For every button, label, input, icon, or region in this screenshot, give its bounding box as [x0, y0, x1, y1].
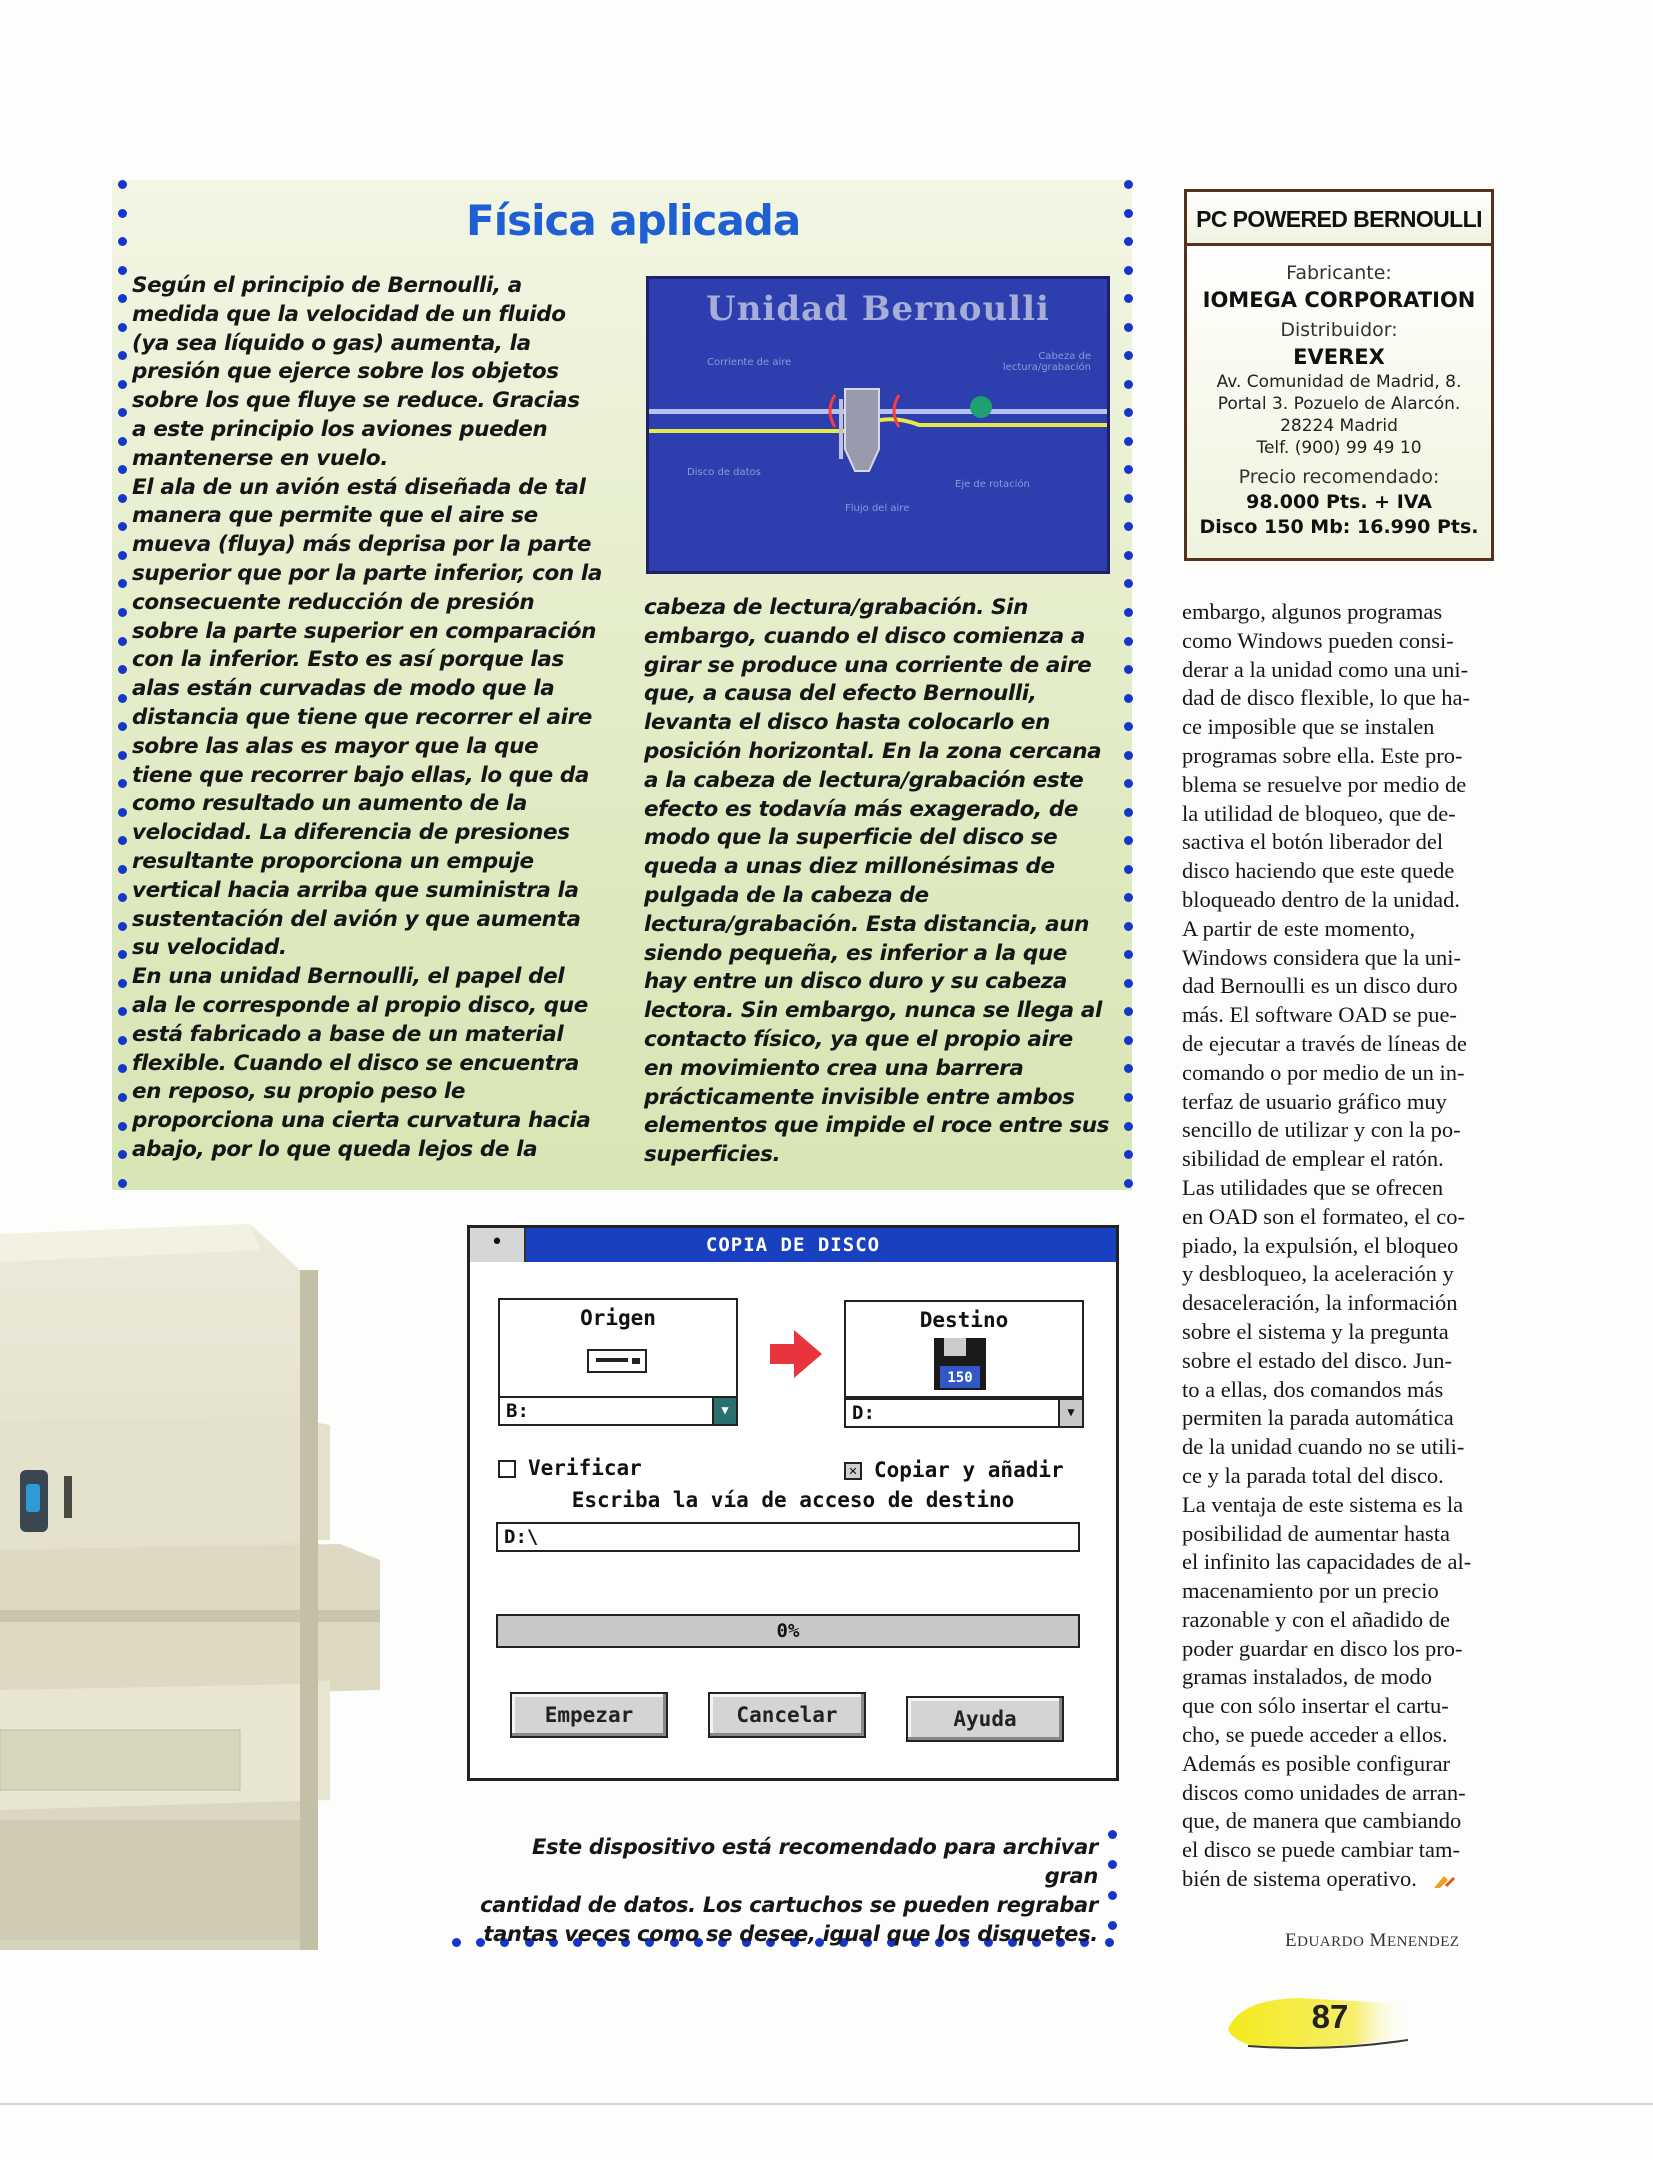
border-dot	[1105, 1938, 1114, 1947]
border-dot	[118, 380, 127, 389]
border-dot	[1124, 665, 1133, 674]
border-dot	[118, 694, 127, 703]
border-dot	[118, 893, 127, 902]
manufacturer-label: Fabricante:	[1286, 262, 1392, 284]
border-dot	[1124, 323, 1133, 332]
border-dot	[1124, 1150, 1133, 1159]
price-label: Precio recomendado:	[1238, 466, 1440, 488]
border-dot	[118, 408, 127, 417]
border-dot	[118, 579, 127, 588]
page-number: 87	[1311, 1998, 1349, 2035]
origin-drive-value: B:	[506, 1400, 529, 1422]
diagram-label: Eje de rotación	[955, 479, 1030, 490]
byline-text: DUARDO	[1297, 1934, 1365, 1950]
dotted-border-left	[118, 180, 128, 1188]
dialog-title-bar: COPIA DE DISCO	[470, 1228, 1116, 1262]
border-dot	[118, 180, 127, 189]
diagram-label: Flujo del aire	[845, 503, 910, 514]
manufacturer-name: IOMEGA CORPORATION	[1202, 288, 1476, 312]
border-dot	[118, 779, 127, 788]
address-line: Av. Comunidad de Madrid, 8.	[1216, 372, 1462, 392]
border-dot	[1124, 950, 1133, 959]
border-dot	[1124, 922, 1133, 931]
border-dot	[118, 1036, 127, 1045]
border-dot	[1124, 751, 1133, 760]
border-dot	[118, 1179, 127, 1188]
border-dot	[118, 351, 127, 360]
border-dot	[1124, 408, 1133, 417]
drive-icon	[586, 1342, 650, 1378]
border-dot	[118, 209, 127, 218]
border-dot	[1124, 1064, 1133, 1073]
border-dot	[1124, 979, 1133, 988]
copy-add-label: Copiar y añadir	[874, 1458, 1064, 1482]
border-dot	[1124, 351, 1133, 360]
border-dot	[118, 950, 127, 959]
border-dot	[118, 323, 127, 332]
border-dot	[1124, 579, 1133, 588]
progress-bar	[496, 1614, 1080, 1648]
border-dot	[118, 922, 127, 931]
border-dot	[118, 722, 127, 731]
border-dot	[1124, 808, 1133, 817]
copy-disk-dialog	[467, 1225, 1119, 1781]
border-dot	[1108, 1891, 1117, 1900]
article-column: embargo, algunos programas como Windows pueden consi- derar a la unidad como una uni- dad de disco flexible, lo que ha- ce imposible que se instalen programas sobre ella. Este pro- blema se resuelve por medio de la utilidad de bloqueo, que de- sactiva el botón liberador del disco haciendo que este quede bloqueado dentro de la unidad. A partir de este momento, Windows considera que la uni- dad Bernoulli es un disco duro más. El software OAD se pue- de ejecutar a través de líneas de comando o por medio de un in- terfaz de usuario gráfico muy sencillo de utilizar y con la po- sibilidad de emplear el ratón. Las utilidades que se ofrecen en OAD son el formateo, el co- piado, la expulsión, el bloqueo y desbloqueo, la aceleración y desaceleración, la información sobre el sistema y la pregunta sobre el estado del disco. Jun- to a ellas, dos comandos más permiten la parada automática de la unidad cuando no se utili- ce y la parada total del disco. La ventaja de este sistema es la posibilidad de aumentar hasta el infinito las capacidades de al- macenamiento por un precio razonable y con el añadido de poder guardar en disco los pro- gramas instalados, de modo que con sólo insertar el cartu- cho, se puede acceder a ellos. Además es posible configurar discos como unidades de arran- que, de manera que cambiando el disco se puede cambiar tam- bién de sistema operativo.	[1182, 599, 1472, 1892]
sidebar-title: Física aplicada	[466, 196, 801, 245]
disk-capacity-badge: 150	[947, 1370, 973, 1386]
border-dot	[118, 1122, 127, 1131]
byline-initial: M	[1369, 1930, 1387, 1951]
border-dot	[118, 522, 127, 531]
border-dot	[1124, 865, 1133, 874]
border-dot	[118, 836, 127, 845]
diagram-title: Unidad Bernoulli	[706, 289, 1050, 329]
border-dot	[118, 437, 127, 446]
price-disk: Disco 150 Mb: 16.990 Pts.	[1199, 516, 1479, 538]
price-main: 98.000 Pts. + IVA	[1246, 491, 1432, 513]
product-info-box	[1184, 189, 1494, 561]
system-menu-button[interactable]: •	[470, 1228, 526, 1262]
byline-text: ENENDEZ	[1386, 1934, 1460, 1950]
border-dot	[118, 751, 127, 760]
border-dot	[1124, 1122, 1133, 1131]
border-dot	[118, 979, 127, 988]
chevron-down-icon[interactable]: ▼	[712, 1398, 736, 1424]
border-dot	[1108, 1860, 1117, 1869]
distributor-label: Distribuidor:	[1280, 319, 1398, 341]
bernoulli-drive-photo	[0, 1210, 470, 1950]
address-line: Portal 3. Pozuelo de Alarcón.	[1217, 394, 1461, 414]
diagram-label: Disco de datos	[687, 467, 761, 478]
destination-path-input[interactable]: D:\	[496, 1522, 1080, 1552]
origin-drive-box	[498, 1298, 738, 1398]
border-dot	[1108, 1921, 1117, 1930]
border-dot	[1124, 836, 1133, 845]
border-dot	[1124, 380, 1133, 389]
border-dot	[118, 266, 127, 275]
border-dot	[1124, 608, 1133, 617]
border-dot	[1124, 209, 1133, 218]
distributor-name: EVEREX	[1293, 345, 1385, 369]
copy-add-checkbox[interactable]: ✕	[844, 1462, 862, 1480]
footer-rule	[0, 2103, 1653, 2105]
border-dot	[1124, 637, 1133, 646]
border-dot	[118, 237, 127, 246]
destination-drive-value: D:	[852, 1402, 875, 1424]
product-header: PC POWERED BERNOULLI	[1187, 192, 1491, 246]
border-dot	[118, 294, 127, 303]
help-button[interactable]: Ayuda	[906, 1696, 1064, 1742]
dotted-border-right	[1124, 180, 1134, 1188]
border-dot	[1124, 494, 1133, 503]
border-dot	[1124, 694, 1133, 703]
border-dot	[118, 665, 127, 674]
photo-caption: Este dispositivo está recomendado para archivar gran cantidad de datos. Los cartuchos se pueden regrabar tantas veces como se desee, igual que los disquetes.	[480, 1835, 1098, 1946]
sidebar-left-column: Según el principio de Bernoulli, a medida que la velocidad de un fluido (ya sea líquido o gas) aumenta, la presión que ejerce sobre los objetos sobre los que fluye se reduce. Gracias a este principio los aviones pueden mantenerse en vuelo. El ala de un avión está diseñada de tal manera que permite que el aire se mueva (fluya) más deprisa por la parte superior que por la parte inferior, con la consecuente reducción de presión sobre la parte superior en comparación con la inferior. Esto es así porque las alas están curvadas de modo que la distancia que tiene que recorrer el aire sobre las alas es mayor que la que tiene que recorrer bajo ellas, lo que da como resultado un aumento de la velocidad. La diferencia de presiones resultante proporciona un empuje vertical hacia arriba que suministra la sustentación del avión y que aumenta su velocidad. En una unidad Bernoulli, el papel del ala le corresponde al propio disco, que está fabricado a base de un material flexible. Cuando el disco se encuentra en reposo, su propio peso le proporciona una cierta curvatura hacia abajo, por lo que queda lejos de la	[132, 273, 602, 1162]
border-dot	[1124, 1093, 1133, 1102]
sidebar-right-column: cabeza de lectura/grabación. Sin embargo, cuando el disco comienza a girar se produce una corriente de aire que, a causa del efecto Bernoulli, levanta el disco hasta colocarlo en posición horizontal. En la zona cercana a la cabeza de lectura/grabación este efecto es todavía más exagerado, de modo que la superficie del disco se queda a unas diez millonésimas de pulgada de la cabeza de lectura/grabación. Esta distancia, aun siendo pequeña, es inferior a la que hay entre un disco duro y su cabeza lectora. Sin embargo, nunca se llega al contacto físico, ya que el propio aire en movimiento crea una barrera prácticamente invisible entre ambos elementos que impide el roce entre sus superficies.	[644, 595, 1110, 1168]
border-dot	[1108, 1830, 1117, 1839]
border-dot	[118, 637, 127, 646]
progress-text: 0%	[776, 1620, 800, 1642]
border-dot	[1124, 180, 1133, 189]
diagram-illustration	[649, 279, 1107, 571]
destination-drive-select[interactable]	[844, 1398, 1084, 1428]
start-button[interactable]: Empezar	[510, 1692, 668, 1738]
diagram-label: Corriente de aire	[707, 357, 792, 368]
border-dot	[1124, 465, 1133, 474]
border-dot	[1124, 522, 1133, 531]
path-prompt: Escriba la vía de acceso de destino	[571, 1488, 1015, 1512]
byline-initial: E	[1285, 1930, 1298, 1951]
arrow-right-icon	[766, 1326, 826, 1382]
border-dot	[118, 1150, 127, 1159]
origin-drive-select[interactable]	[498, 1396, 738, 1426]
border-dot	[118, 808, 127, 817]
border-dot	[118, 465, 127, 474]
border-dot	[1124, 294, 1133, 303]
origin-label: Origen	[580, 1306, 656, 1330]
border-dot	[118, 551, 127, 560]
border-dot	[1124, 266, 1133, 275]
border-dot	[118, 494, 127, 503]
destination-label: Destino	[919, 1308, 1009, 1332]
chevron-down-icon[interactable]: ▼	[1058, 1400, 1082, 1426]
phone-number: Telf. (900) 99 49 10	[1256, 438, 1422, 458]
dotted-border-caption	[1108, 1830, 1118, 1930]
border-dot	[1124, 1179, 1133, 1188]
border-dot	[1124, 779, 1133, 788]
border-dot	[1124, 1007, 1133, 1016]
border-dot	[1124, 437, 1133, 446]
border-dot	[118, 1064, 127, 1073]
border-dot	[118, 608, 127, 617]
diagram-label: Cabeza de lectura/grabación	[1002, 351, 1091, 373]
border-dot	[1124, 551, 1133, 560]
border-dot	[1124, 893, 1133, 902]
verify-label: Verificar	[528, 1456, 642, 1480]
author-byline	[1285, 1930, 1495, 1952]
border-dot	[1124, 722, 1133, 731]
border-dot	[118, 1007, 127, 1016]
border-dot	[1124, 237, 1133, 246]
product-details	[1187, 249, 1491, 558]
end-mark-icon	[1432, 1872, 1458, 1892]
border-dot	[1124, 1036, 1133, 1045]
cancel-button[interactable]: Cancelar	[708, 1692, 866, 1738]
destination-drive-box	[844, 1300, 1084, 1398]
bernoulli-diagram	[646, 276, 1110, 574]
border-dot	[118, 865, 127, 874]
address-line: 28224 Madrid	[1280, 416, 1398, 436]
border-dot	[118, 1093, 127, 1102]
verify-checkbox[interactable]	[498, 1460, 516, 1478]
